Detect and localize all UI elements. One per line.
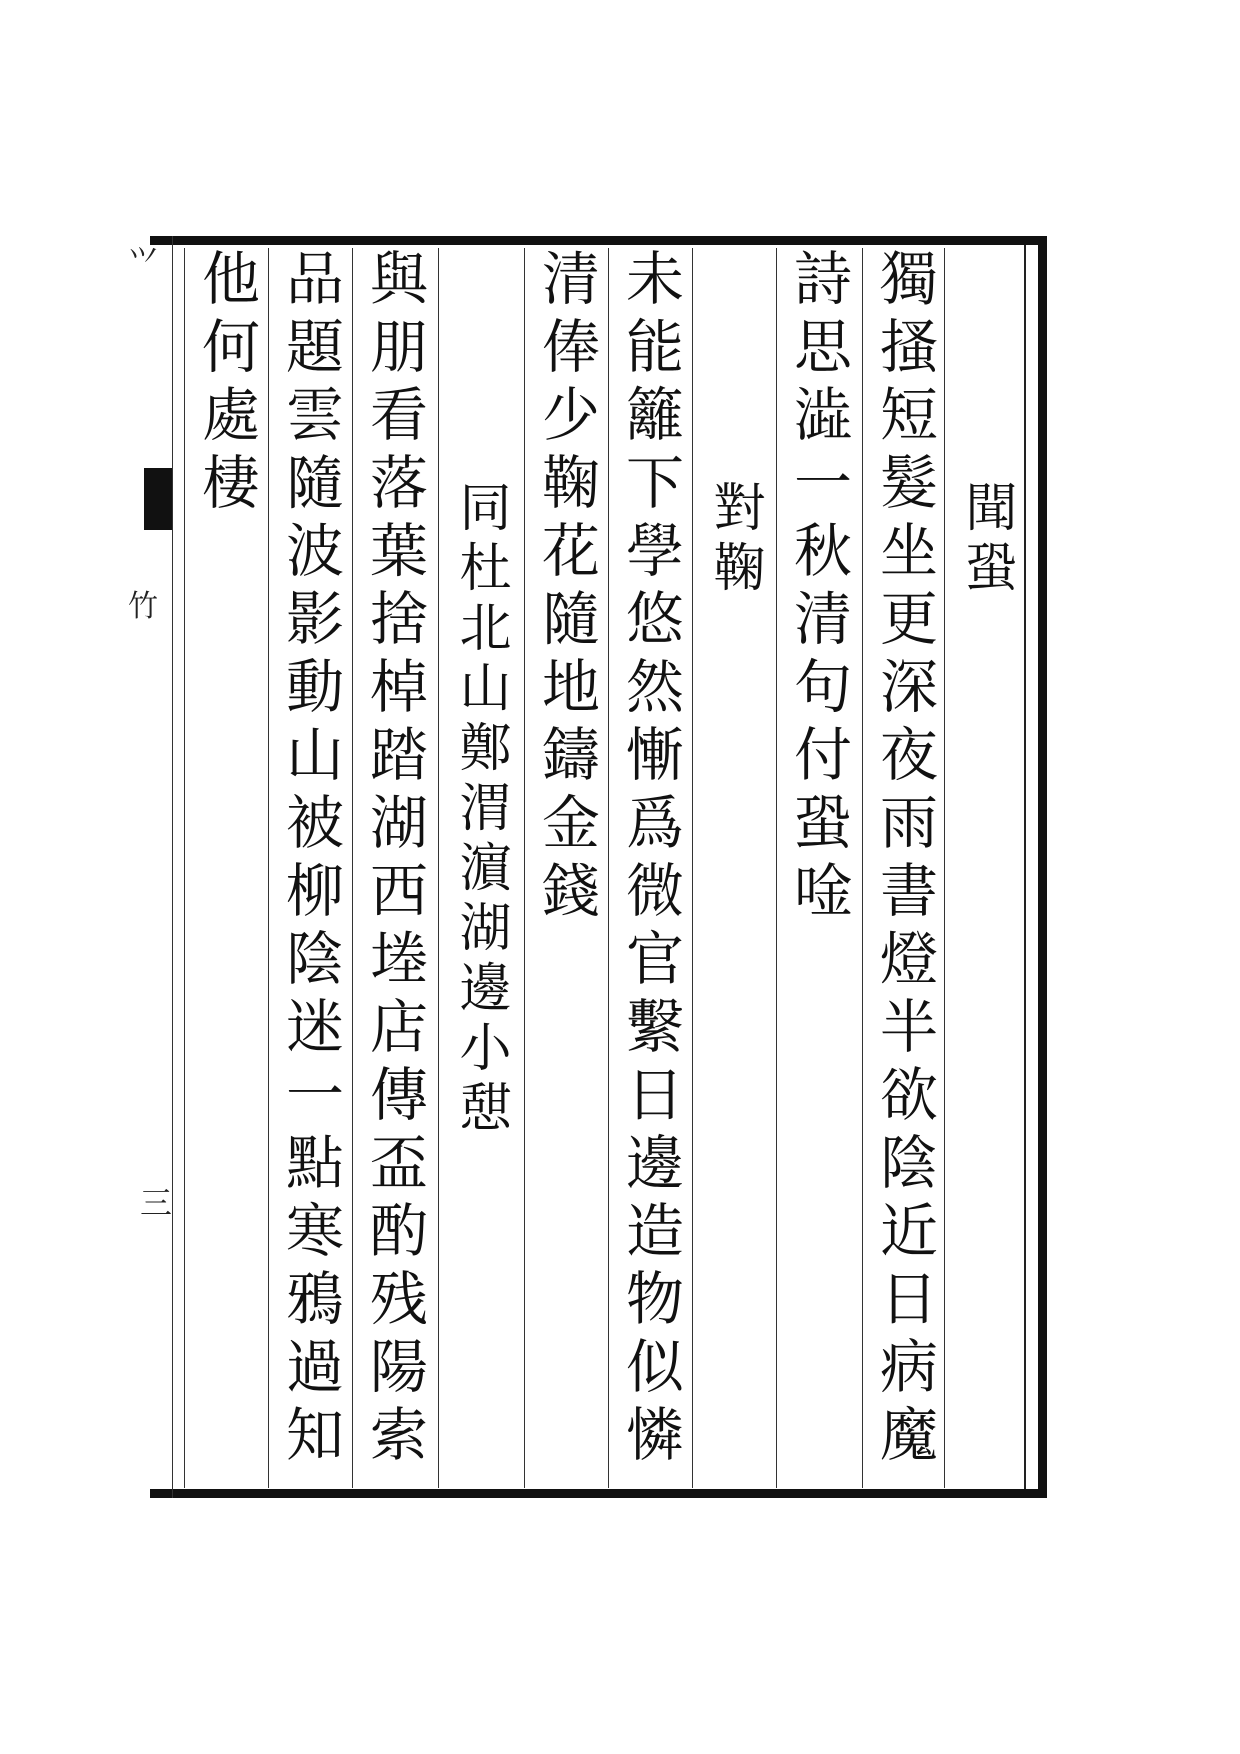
poem-line: 與朋看落葉捨棹踏湖西堘店傳盃酌残陽索 <box>360 248 428 1472</box>
column-8 <box>352 248 434 1488</box>
poem-title-2: 對鞠 <box>704 480 764 600</box>
column-6 <box>524 248 606 1488</box>
poem-line: 品題雲隨波影動山被柳陰迷一點寒鴉過知 <box>276 248 344 1472</box>
column-5 <box>608 248 690 1488</box>
fold-top-glyph: ⺍ <box>128 245 158 280</box>
column-3 <box>776 248 858 1488</box>
column-1 <box>944 248 1026 1488</box>
poem-line: 他何處棲 <box>192 248 260 520</box>
poem-line: 獨搔短髮坐更深夜雨書燈半欲陰近日病魔 <box>870 248 938 1472</box>
column-4 <box>692 248 774 1488</box>
column-9 <box>268 248 350 1488</box>
column-7 <box>438 248 520 1488</box>
poem-line: 未能籬下學悠然慚爲微官繫日邊造物似憐 <box>616 248 684 1472</box>
poem-line: 清俸少鞠花隨地鑄金錢 <box>532 248 600 928</box>
fold-black-block <box>144 468 172 530</box>
fold-title: 竹 <box>128 589 158 624</box>
column-2 <box>862 248 944 1488</box>
poem-title-1: 聞蛩 <box>956 480 1016 600</box>
poem-title-3: 同杜北山鄭渭濵湖邊小憇 <box>450 480 510 1140</box>
fold-margin <box>150 236 173 1498</box>
poem-line: 詩思澁一秋清句付蛩唫 <box>784 248 852 928</box>
page-number: 三 <box>140 1184 173 1222</box>
column-10 <box>184 248 266 1488</box>
